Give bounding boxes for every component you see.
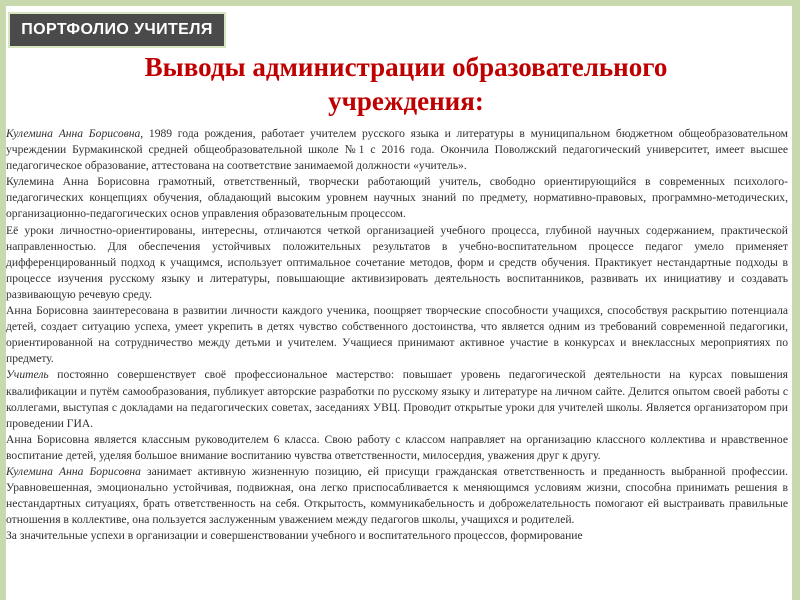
conclusion-text [6, 126, 788, 544]
teacher-name: Кулемина Анна Борисовна [6, 464, 141, 478]
paragraph: Её уроки личностно-ориентированы, интересны, отличаются четкой организацией учебного процесса, глубиной научных содержанием, практической направленностью. Для обеспечения устойчивых положительных результатов в учебно-воспитательном процессе педагог умело применяет дифференцированный подход к учащимся, использует оптимальное сочетание методов, форм и средств обучения. Практикует нестандартные подходы в процессе изучения русскому языку и литературы, повышающие активизировать деятельность воспитанников, развивать их инициативу и создавать развивающую речевую среду. [6, 223, 788, 301]
paragraph: Кулемина Анна Борисовна занимает активную жизненную позицию, ей присущи гражданская ответственность и преданность выбранной профессии. Уравновешенная, эмоционально устойчивая, подвижная, она легко приспосабливается к меняющимся условиям жизни, способна принимать решения в нестандартных ситуациях, брать ответственность на себя. Открытость, коммуникабельность и доброжелательность помогают ей выстраивать правильные отношения в коллективе, она пользуется заслуженным уважением между педагогов школы, учащихся и родителей. [6, 464, 788, 527]
slide-title-line-2: учреждения: [328, 86, 484, 116]
paragraph: Кулемина Анна Борисовна грамотный, ответственный, творчески работающий учитель, свободно ориентирующийся в современных психолого-педагогических концепциях обучения, обладающий высоким уровнем научных знаний по предмету, нормативно-правовых, программно-методических, организационно-педагогических основ управления образовательным процессом. [6, 175, 788, 221]
portfolio-badge [8, 12, 226, 48]
paragraph: Анна Борисовна заинтересована в развитии личности каждого ученика, поощряет творческие способности учащихся, способствуя раскрытию потенциала детей, создает ситуацию успеха, умеет укрепить в детях чувство собственного достоинства, что является одним из требований современной педагогики, ориентированной на сотрудничество между детьми и учителем. Учащиеся принимают активное участие в конкурсах и внеклассных мероприятиях по предмету. [6, 304, 788, 366]
paragraph: Анна Борисовна является классным руководителем 6 класса. Свою работу с классом направляет на организацию классного коллектива и нравственное воспитание детей, уделяя большое внимание воспитанию чувства ответственности, милосердия, уважения друг к другу. [6, 432, 788, 462]
paragraph: Кулемина Анна Борисовна, 1989 года рождения, работает учителем русского языка и литературы в муниципальном бюджетном общеобразовательном учреждении Бурмакинской средней общеобразовательной школе №1 с 2016 года. Окончила Поволжский педагогический университет, имеет высшее педагогическое образование, аттестована на соответствие занимаемой должности «учитель». [6, 127, 788, 173]
slide-title [76, 50, 736, 118]
teacher-name: Кулемина Анна Борисовна, [6, 127, 144, 140]
paragraph: Учитель постоянно совершенствует своё профессиональное мастерство: повышает уровень педагогической деятельности на курсах повышения квалификации и путём самообразования, публикует авторские разработки по русскому языку и литературе на личном сайте. Делится опытом своей работы с коллегами, выступая с докладами на педагогических советах, заседаниях УВЦ. Проводит открытые уроки для учителей школы. Является организатором при проведении ГИА. [6, 368, 788, 430]
paragraph: За значительные успехи в организации и совершенствовании учебного и воспитательного процессов, формирование [6, 529, 583, 543]
right-border [792, 6, 794, 600]
slide-title-line-1: Выводы администрации образовательного [144, 52, 668, 82]
slide [6, 6, 794, 600]
teacher-label: Учитель [6, 368, 49, 382]
portfolio-badge-label: ПОРТФОЛИО УЧИТЕЛЯ [21, 21, 213, 38]
